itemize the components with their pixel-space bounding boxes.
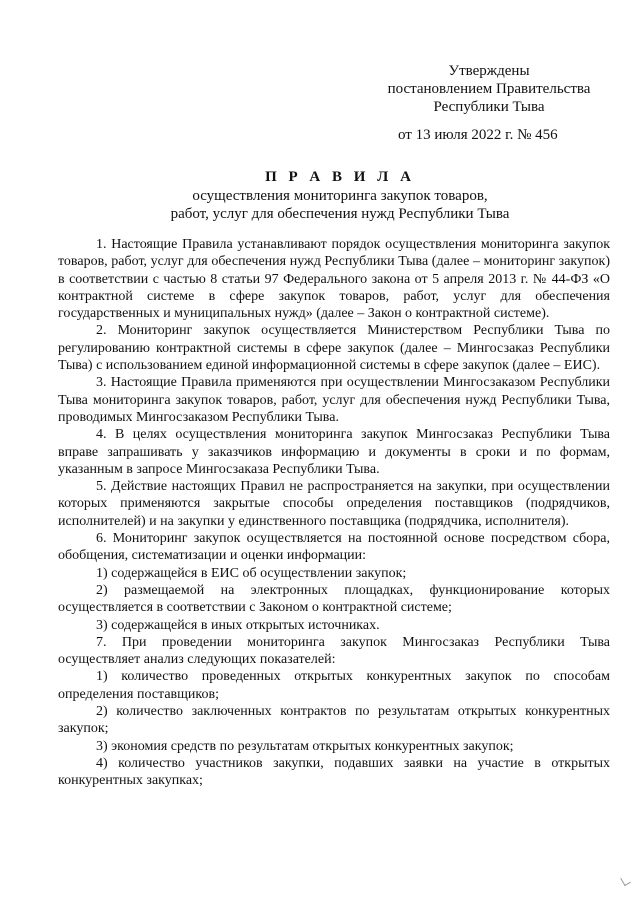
paragraph-5: 5. Действие настоящих Правил не распространяется на закупки, при осуществлении которых применяются закрытые способы определения поставщиков (подрядчиков, исполнителей) и на закупки у единственного поставщика (подрядчика, исполнителя). — [58, 479, 610, 529]
list-item-6-2: 2) размещаемой на электронных площадках, функционирование которых осуществляется в соответствии с Законом о контрактной системе; — [58, 582, 610, 616]
paragraph-3: 3. Настоящие Правила применяются при осуществлении Мингосзаказом Республики Тыва мониторинга закупок товаров, работ, услуг для обеспечения нужд Республики Тыва, проводимых Мингосзаказом Республики Тыва. — [58, 375, 610, 425]
approval-block — [384, 62, 594, 116]
approval-line: постановлением Правительства — [387, 81, 591, 97]
paragraph-7: 7. При проведении мониторинга закупок Мингосзаказ Республики Тыва осуществляет анализ следующих показателей: — [58, 634, 610, 668]
list-item-7-1: 1) количество проведенных открытых конкурентных закупок по способам определения поставщиков; — [58, 669, 610, 702]
scan-mark — [620, 875, 631, 886]
approval-line: Утверждены — [448, 63, 530, 79]
list-item-7-4: 4) количество участников закупки, подавших заявки на участие в открытых конкурентных закупках; — [58, 755, 610, 789]
list-item-6-1: 1) содержащейся в ЕИС об осуществлении закупок; — [96, 565, 407, 581]
list-item-7-2: 2) количество заключенных контрактов по результатам открытых конкурентных закупок; — [58, 704, 610, 737]
approval-line: Республики Тыва — [433, 99, 545, 115]
document-subtitle-line: осуществления мониторинга закупок товаров, — [192, 188, 488, 204]
document-subtitle-line: работ, услуг для обеспечения нужд Республики Тыва — [170, 206, 510, 222]
list-item-7-3: 3) экономия средств по результатам открытых конкурентных закупок; — [96, 738, 514, 754]
approval-date: от 13 июля 2022 г. № 456 — [398, 127, 558, 143]
paragraph-1: 1. Настоящие Правила устанавливают порядок осуществления мониторинга закупок товаров, работ, услуг для обеспечения нужд Республики Тыва (далее – мониторинг закупок) в соответствии с частью 8 статьи 97 Федерального закона от 5 апреля 2013 г. № 44-ФЗ «О контрактной системе в сфере закупок товаров, работ, услуг для обеспечения государственных и муниципальных нужд» (далее – Закон о контрактной системе). — [58, 237, 610, 322]
list-item-6-3: 3) содержащейся в иных открытых источниках. — [96, 617, 380, 633]
paragraph-2: 2. Мониторинг закупок осуществляется Министерством Республики Тыва по регулированию контрактной системы в сфере закупок (далее – Мингосзаказ Республики Тыва) с использованием единой информационной системы в сфере закупок (далее – ЕИС). — [58, 323, 610, 374]
document-title: П Р А В И Л А — [265, 169, 415, 185]
paragraph-6: 6. Мониторинг закупок осуществляется на постоянной основе посредством сбора, обобщения, систематизации и оценки информации: — [58, 531, 610, 564]
paragraph-4: 4. В целях осуществления мониторинга закупок Мингосзаказ Республики Тыва вправе запрашивать у заказчиков информацию и документы в сроки и по формам, указанным в запросе Мингосзаказа Республики Тыва. — [58, 427, 610, 477]
document-body — [58, 236, 610, 790]
document-heading — [60, 167, 620, 223]
